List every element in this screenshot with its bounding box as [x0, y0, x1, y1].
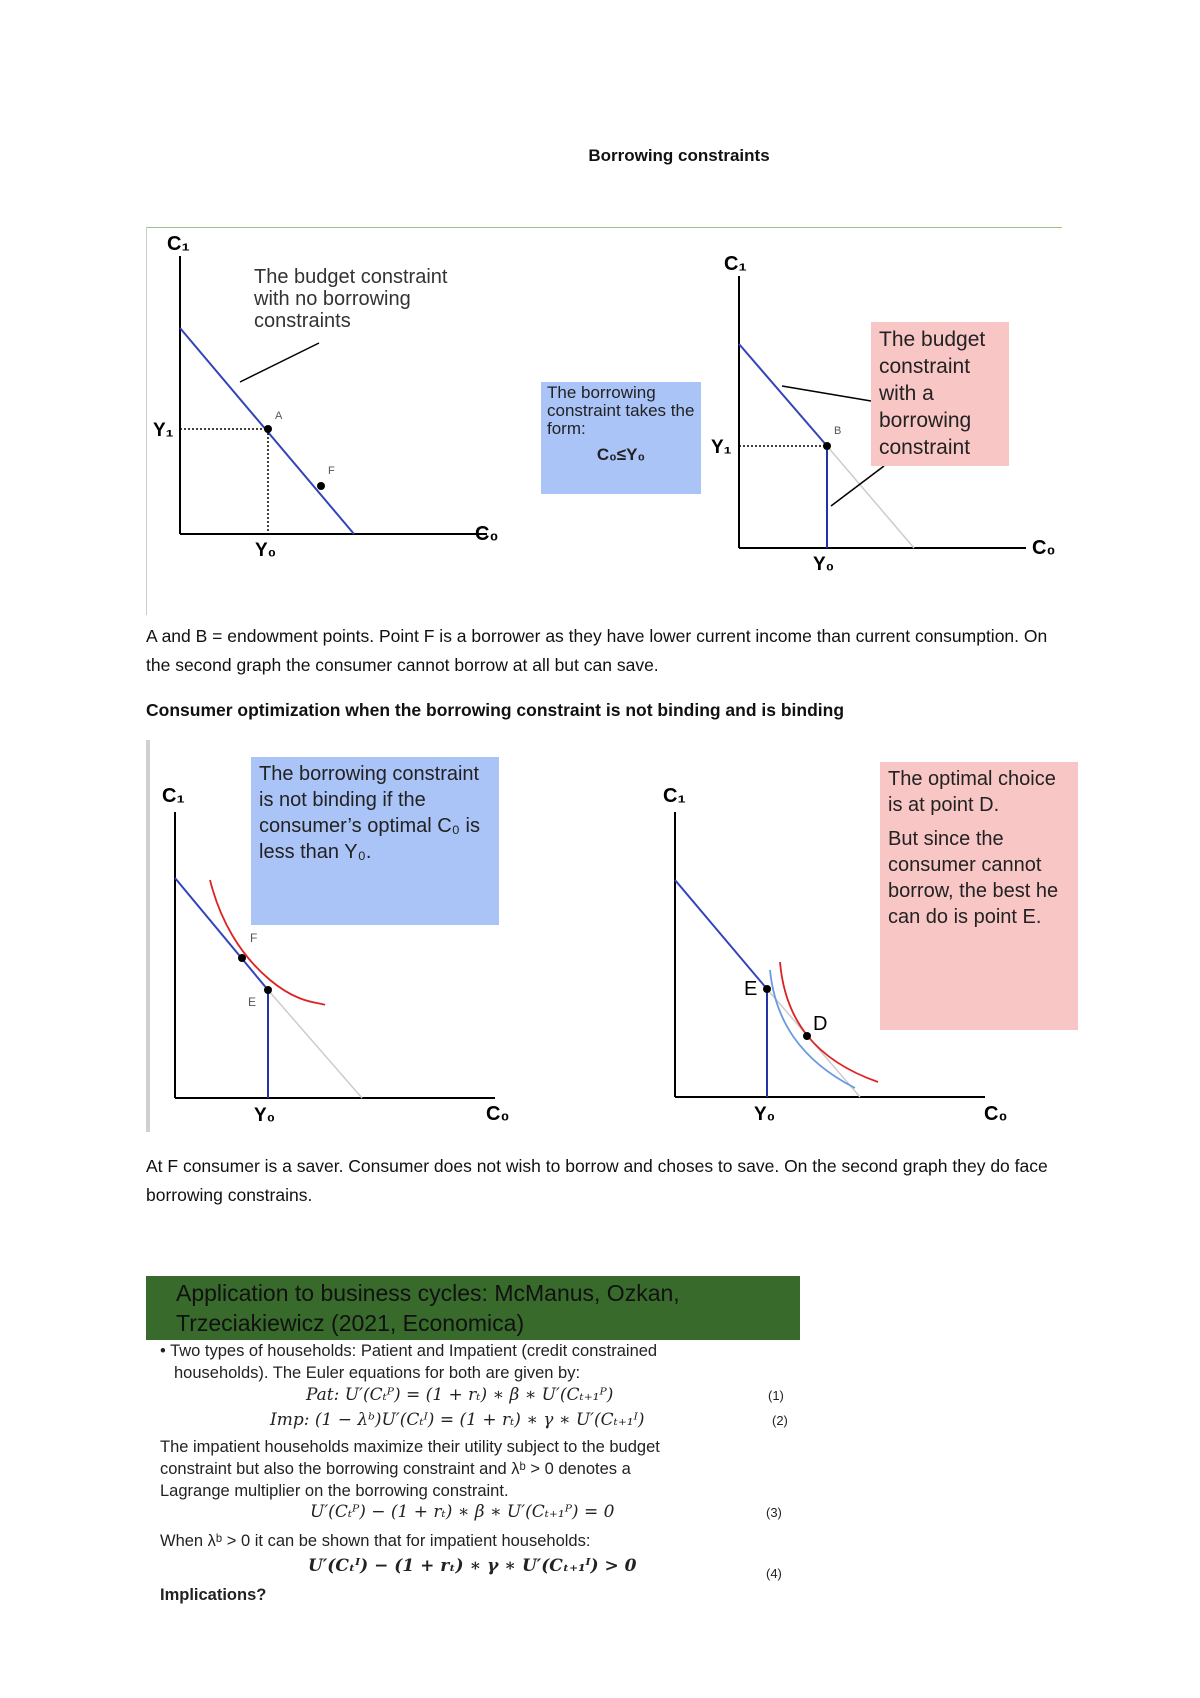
equation-2-number: (2)	[772, 1413, 788, 1428]
point-e-label: E	[744, 978, 758, 1000]
optimal-choice-box	[880, 762, 1078, 1030]
borrowing-constraint-text: The borrowing constraint takes the form:	[547, 383, 695, 438]
borrowing-constraint-formula: C₀≤Y₀	[596, 445, 646, 464]
slide-text1-line2: constraint but also the borrowing constraint and λᵇ > 0 denotes a	[160, 1460, 631, 1478]
not-binding-box: The borrowing constraint is not binding if the consumer’s optimal C₀ is less than Y₀.	[251, 757, 499, 925]
equation-3: U′(Cₜᴾ) − (1 + rₜ) ∗ β ∗ U′(Cₜ₊₁ᴾ) = 0	[310, 1502, 615, 1522]
axis-label-c0: C₀	[984, 1103, 1008, 1125]
optimal-choice-line2: But since the consumer cannot borrow, the best he can do is point E.	[888, 828, 1059, 928]
slide-implications: Implications?	[160, 1586, 267, 1604]
equation-4: U′(Cₜᴵ) − (1 + rₜ) ∗ γ ∗ U′(Cₜ₊₁ᴵ) > 0	[308, 1556, 637, 1576]
point-e	[763, 985, 771, 993]
slide-title-band	[146, 1276, 800, 1340]
point-d	[803, 1032, 811, 1040]
point-a	[264, 425, 272, 433]
slide-title-line2: Trzeciakiewicz (2021, Economica)	[176, 1310, 525, 1336]
axis-label-c1: C₁	[162, 785, 185, 807]
slide-text2: When λᵇ > 0 it can be shown that for impatient households:	[160, 1532, 591, 1550]
point-b-label: B	[834, 425, 842, 437]
equation-4-number: (4)	[766, 1566, 782, 1581]
y0-label: Y₀	[254, 1105, 276, 1126]
annotation-arrow-bottom	[831, 466, 884, 506]
page-title: Borrowing constraints	[588, 146, 770, 165]
point-f-label: F	[250, 931, 258, 945]
figure1-left-annotation: The budget constraint with no borrowing constraints	[254, 266, 448, 332]
point-e-label: E	[248, 995, 257, 1009]
y0-label: Y₀	[813, 554, 835, 575]
point-b	[823, 442, 831, 450]
slide-text1-line3: Lagrange multiplier on the borrowing constraint.	[160, 1482, 509, 1500]
equation-1-number: (1)	[768, 1388, 784, 1403]
axis-label-c0: C₀	[1032, 537, 1056, 559]
point-e	[264, 986, 272, 994]
axis-label-c0: C₀	[486, 1103, 510, 1125]
y0-label: Y₀	[754, 1104, 776, 1125]
budget-line	[739, 344, 827, 446]
budget-constraint-box: The budget constraint with a borrowing constraint	[871, 322, 1009, 466]
paragraph-saver: At F consumer is a saver. Consumer does not wish to borrow and choses to save. On the second graph they do face borrowing constrains.	[146, 1156, 1048, 1205]
optimal-choice-line1: The optimal choice is at point D.	[888, 768, 1056, 816]
axis-label-c1: C₁	[167, 233, 190, 255]
annotation-arrow-top	[782, 386, 871, 401]
point-f	[317, 482, 325, 490]
y0-label: Y₀	[255, 540, 277, 561]
section-heading-optimization: Consumer optimization when the borrowing constraint is not binding and is binding	[146, 700, 845, 720]
axis-label-c0: C₀	[475, 523, 499, 545]
point-f	[238, 954, 246, 962]
point-f-label: F	[328, 465, 335, 477]
slide-text1-line1: The impatient households maximize their utility subject to the budget	[160, 1438, 660, 1456]
axis-label-c1: C₁	[724, 253, 747, 275]
slide-bullet-line1: • Two types of households: Patient and Impatient (credit constrained	[160, 1342, 658, 1360]
equation-1: Pat: U′(Cₜᴾ) = (1 + rₜ) ∗ β ∗ U′(Cₜ₊₁ᴾ)	[306, 1385, 614, 1405]
borrowing-constraint-box	[541, 382, 701, 494]
y1-label: Y₁	[153, 420, 174, 441]
y1-label: Y₁	[711, 437, 732, 458]
equation-2: Imp: (1 − λᵇ)U′(Cₜᴵ) = (1 + rₜ) ∗ γ ∗ U′(Cₜ₊₁ᴵ)	[270, 1410, 645, 1430]
infeasible-region	[268, 990, 362, 1098]
point-a-label: A	[275, 410, 283, 422]
equation-3-number: (3)	[766, 1505, 782, 1520]
axis-label-c1: C₁	[663, 785, 686, 807]
budget-line	[675, 880, 767, 989]
point-d-label: D	[813, 1013, 828, 1035]
slide-bullet-line2: households). The Euler equations for both are given by:	[174, 1364, 581, 1382]
slide-title-line1: Application to business cycles: McManus, Ozkan,	[176, 1280, 680, 1306]
annotation-arrow	[240, 343, 319, 382]
paragraph-endowment: A and B = endowment points. Point F is a borrower as they have lower current income than current consumption. On the second graph the consumer cannot borrow at all but can save.	[146, 626, 1048, 675]
